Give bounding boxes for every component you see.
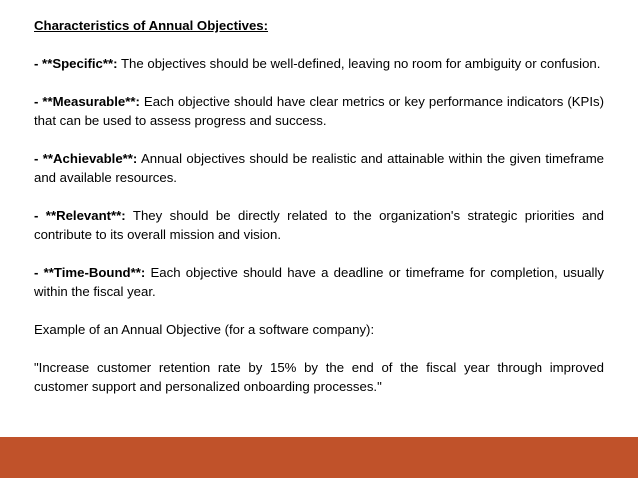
characteristic-text: Annual objectives should be realistic and attainable within the given timeframe and available resources. xyxy=(34,151,605,185)
characteristic-label: - **Time-Bound**: xyxy=(34,265,146,280)
characteristic-text: They should be directly related to the organization's strategic priorities and contribute to its overall mission and vision. xyxy=(34,208,604,242)
characteristic-relevant xyxy=(34,206,604,244)
characteristic-label: - **Achievable**: xyxy=(34,151,138,166)
characteristic-text: Each objective should have clear metrics or key performance indicators (KPIs) that can be used to assess progress and success. xyxy=(34,94,604,128)
example-text: "Increase customer retention rate by 15% by the end of the fiscal year through improved customer support and personalized onboarding processes." xyxy=(34,360,604,394)
footer-bar xyxy=(0,437,638,478)
slide-title: Characteristics of Annual Objectives: xyxy=(34,18,269,33)
characteristic-achievable xyxy=(34,149,604,187)
characteristic-text: Each objective should have a deadline or timeframe for completion, usually within the fiscal year. xyxy=(34,265,605,299)
characteristic-specific xyxy=(34,54,604,73)
characteristic-text: The objectives should be well-defined, leaving no room for ambiguity or confusion. xyxy=(117,56,601,71)
characteristic-label: - **Measurable**: xyxy=(34,94,140,109)
characteristic-time-bound xyxy=(34,263,604,301)
characteristic-label: - **Relevant**: xyxy=(34,208,126,223)
characteristic-label: - **Specific**: xyxy=(34,56,118,71)
slide-content xyxy=(34,16,604,415)
example-heading: Example of an Annual Objective (for a software company): xyxy=(34,322,375,337)
characteristic-measurable xyxy=(34,92,604,130)
